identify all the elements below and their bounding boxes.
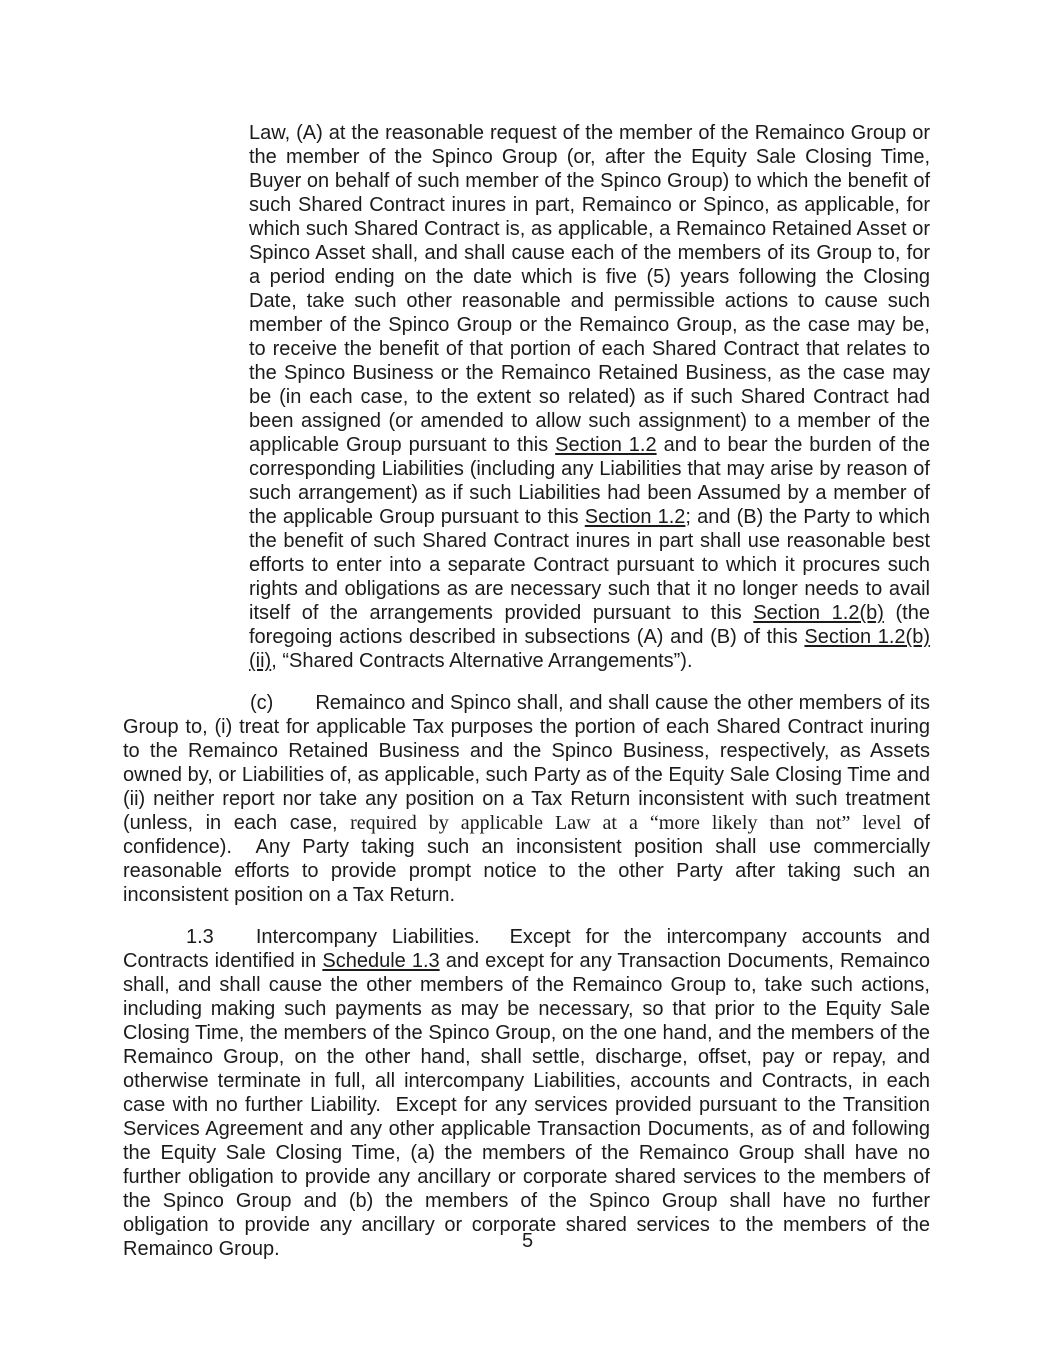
paragraph — [249, 121, 936, 673]
text-run: Intercompany Liabilities. Except for the intercompany accounts and Contracts identified in — [123, 926, 936, 972]
section-reference: Section 1.2 — [555, 434, 657, 456]
text-run: 1.3 — [186, 926, 214, 948]
text-run: Law, (A) at the reasonable request of the member of the Remainco Group or the member of the Spinco Group (or, after the Equity Sale Closing Time, Buyer on behalf of such member of the Spinco Group) to which the benefit of such Shared Contract inures in part, Remainco or Spinco, as applicable, for which such Shared Contract is, as applicable, a Remainco Retained Asset or Spinco Asset shall, and shall cause each of the members of its Group to, for a period ending on the date which is five (5) years following the Closing Date, take such other reasonable and permissible actions to cause such member of the Spinco Group or the Remainco Group, as the case may be, to receive the benefit of that portion of each Shared Contract that relates to the Spinco Business or the Remainco Retained Business, as the case may be (in each case, to the extent so related) as if such Shared Contract had been assigned (or amended to allow such assignment) to a member of the applicable Group pursuant to this — [249, 122, 936, 456]
text-run: (c) — [250, 692, 274, 714]
section-reference: Section 1.2(b) — [753, 602, 884, 624]
text-run: , “Shared Contracts Alternative Arrangements”). — [271, 650, 693, 672]
text-run: (the foregoing actions described in subsections (A) and (B) of this — [249, 602, 936, 648]
text-run: and to bear the burden of the corresponding Liabilities (including any Liabilities that may arise by reason of such arrangement) as if such Liabilities had been Assumed by a member of the applicable Group pursuant to this — [249, 434, 936, 528]
serif-text-run: required by applicable Law at a “more likely than not” level — [350, 812, 914, 834]
page-number: 5 — [521, 1230, 534, 1252]
text-run: of confidence). Any Party taking such an inconsistent position shall use commercially reasonable efforts to provide prompt notice to the other Party after taking such an inconsistent position on a Tax Return. — [123, 812, 936, 906]
paragraph — [123, 691, 936, 907]
text-run: and except for any Transaction Documents, Remainco shall, and shall cause the other members of the Remainco Group to, take such actions, including making such payments as may be necessary, so that prior to the Equity Sale Closing Time, the members of the Spinco Group, on the one hand, and the members of the Remainco Group, on the other hand, shall settle, discharge, offset, pay or repay, and otherwise terminate in full, all intercompany Liabilities, accounts and Contracts, in each case with no further Liability. Except for any services provided pursuant to the Transition Services Agreement and any other applicable Transaction Documents, as of and following the Equity Sale Closing Time, (a) the members of the Remainco Group shall have no further obligation to provide any ancillary or corporate shared services to the members of the Spinco Group and (b) the members of the Spinco Group shall have no further obligation to provide any ancillary or corporate shared services to the members of the Remainco Group. — [123, 950, 936, 1260]
section-reference: Section 1.2 — [584, 506, 686, 528]
text-run: ; and (B) the Party to which the benefit of such Shared Contract inures in part shall use reasonable best efforts to enter into a separate Contract pursuant to which it procures such rights and obligations as are necessary such that it no longer needs to avail itself of the arrangements provided pursuant to this — [249, 506, 936, 624]
document-body — [123, 121, 936, 1279]
section-reference: Section 1.2(b)(ii) — [249, 626, 931, 672]
paragraph — [123, 925, 936, 1261]
text-run: Remainco and Spinco shall, and shall cause the other members of its Group to, (i) treat for applicable Tax purposes the portion of each Shared Contract inuring to the Remainco Retained Business and the Spinco Business, respectively, as Assets owned by, or Liabilities of, as applicable, such Party as of the Equity Sale Closing Time and (ii) neither report nor take any position on a Tax Return inconsistent with such treatment (unless, in each case, — [123, 692, 936, 834]
section-reference: Schedule 1.3 — [322, 950, 440, 972]
